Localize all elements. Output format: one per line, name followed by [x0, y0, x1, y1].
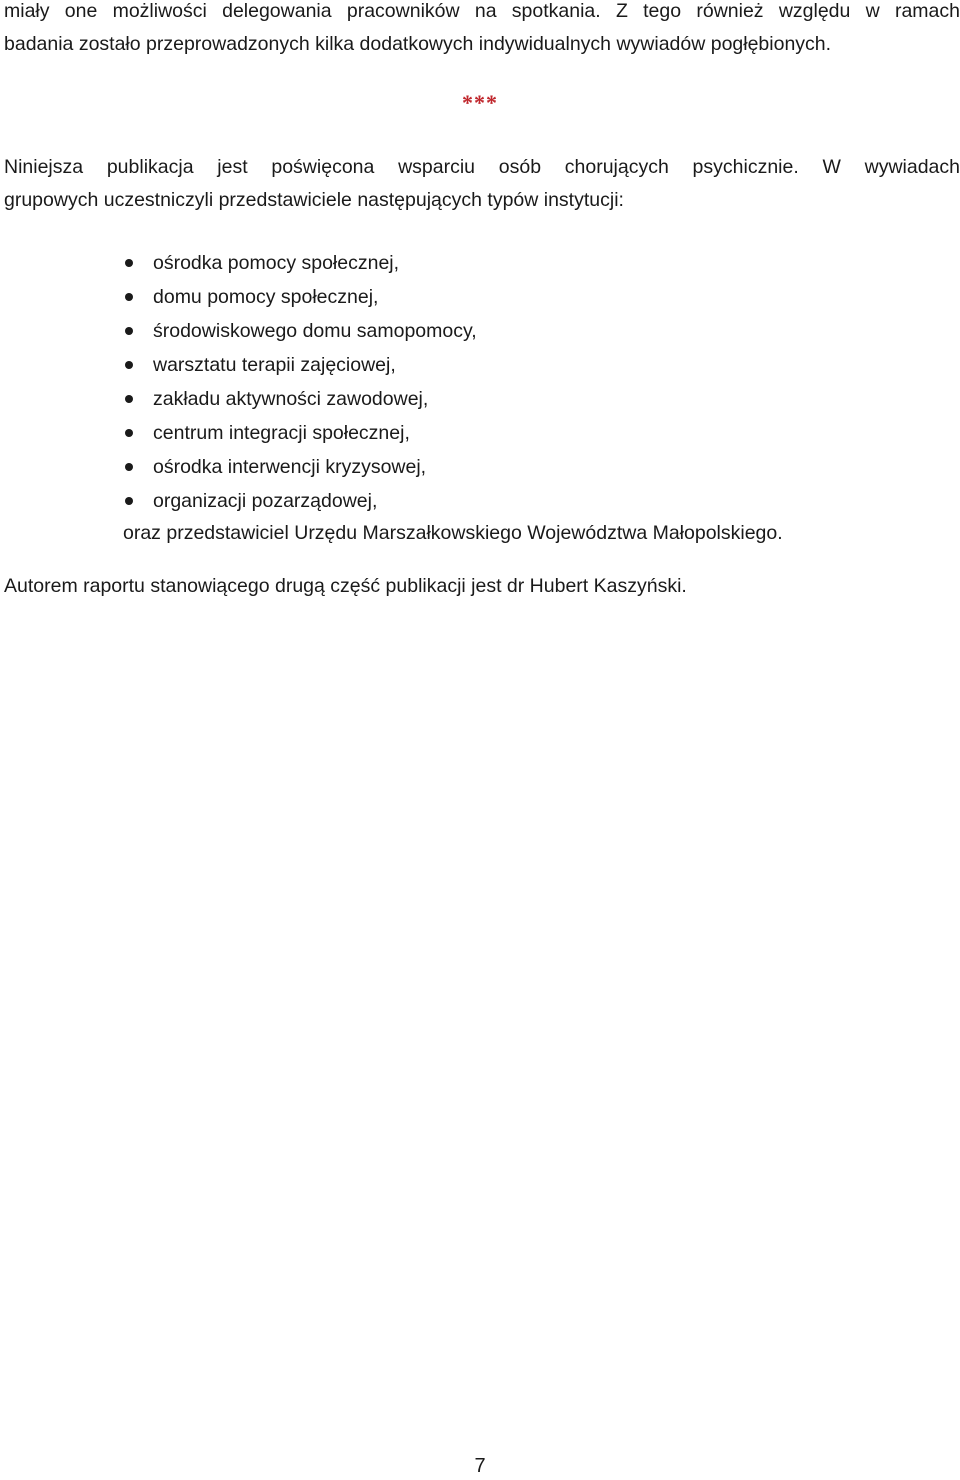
bullet-icon	[125, 497, 133, 505]
paragraph-top-line-2: badania zostało przeprowadzonych kilka dodatkowych indywidualnych wywiadów pogłębionych.	[4, 33, 832, 55]
bullet-icon	[125, 361, 133, 369]
list-item	[124, 314, 477, 348]
page-number: 7	[474, 1455, 486, 1477]
bullet-icon	[125, 395, 133, 403]
section-separator: ***	[462, 90, 498, 115]
list-item	[124, 382, 477, 416]
list-item	[124, 280, 477, 314]
paragraph-intro-line-1: Niniejsza publikacja jest poświęcona wsparciu osób chorujących psychicznie. W wywiadach	[4, 156, 960, 178]
list-item	[124, 246, 477, 280]
bullet-icon	[125, 463, 133, 471]
list-item-text: warsztatu terapii zajęciowej,	[153, 354, 396, 376]
list-item	[124, 484, 477, 518]
paragraph-intro-line-2: grupowych uczestniczyli przedstawiciele następujących typów instytucji:	[4, 189, 624, 211]
list-item	[124, 416, 477, 450]
list-item-text: centrum integracji społecznej,	[153, 422, 410, 444]
institution-list	[124, 246, 477, 518]
bullet-icon	[125, 429, 133, 437]
bullet-icon	[125, 259, 133, 267]
list-item-text: domu pomocy społecznej,	[153, 286, 379, 308]
list-item-text: ośrodka interwencji kryzysowej,	[153, 456, 427, 478]
list-item-text: zakładu aktywności zawodowej,	[153, 388, 429, 410]
list-item	[124, 450, 477, 484]
bullet-icon	[125, 293, 133, 301]
paragraph-top-line-1: miały one możliwości delegowania pracowników na spotkania. Z tego również względu w ramach	[4, 0, 960, 22]
list-item	[124, 348, 477, 382]
closing-line: oraz przedstawiciel Urzędu Marszałkowskiego Województwa Małopolskiego.	[123, 522, 783, 544]
list-item-text: ośrodka pomocy społecznej,	[153, 252, 400, 274]
author-line: Autorem raportu stanowiącego drugą część publikacji jest dr Hubert Kaszyński.	[4, 575, 687, 597]
bullet-icon	[125, 327, 133, 335]
list-item-text: organizacji pozarządowej,	[153, 490, 378, 512]
list-item-text: środowiskowego domu samopomocy,	[153, 320, 477, 342]
